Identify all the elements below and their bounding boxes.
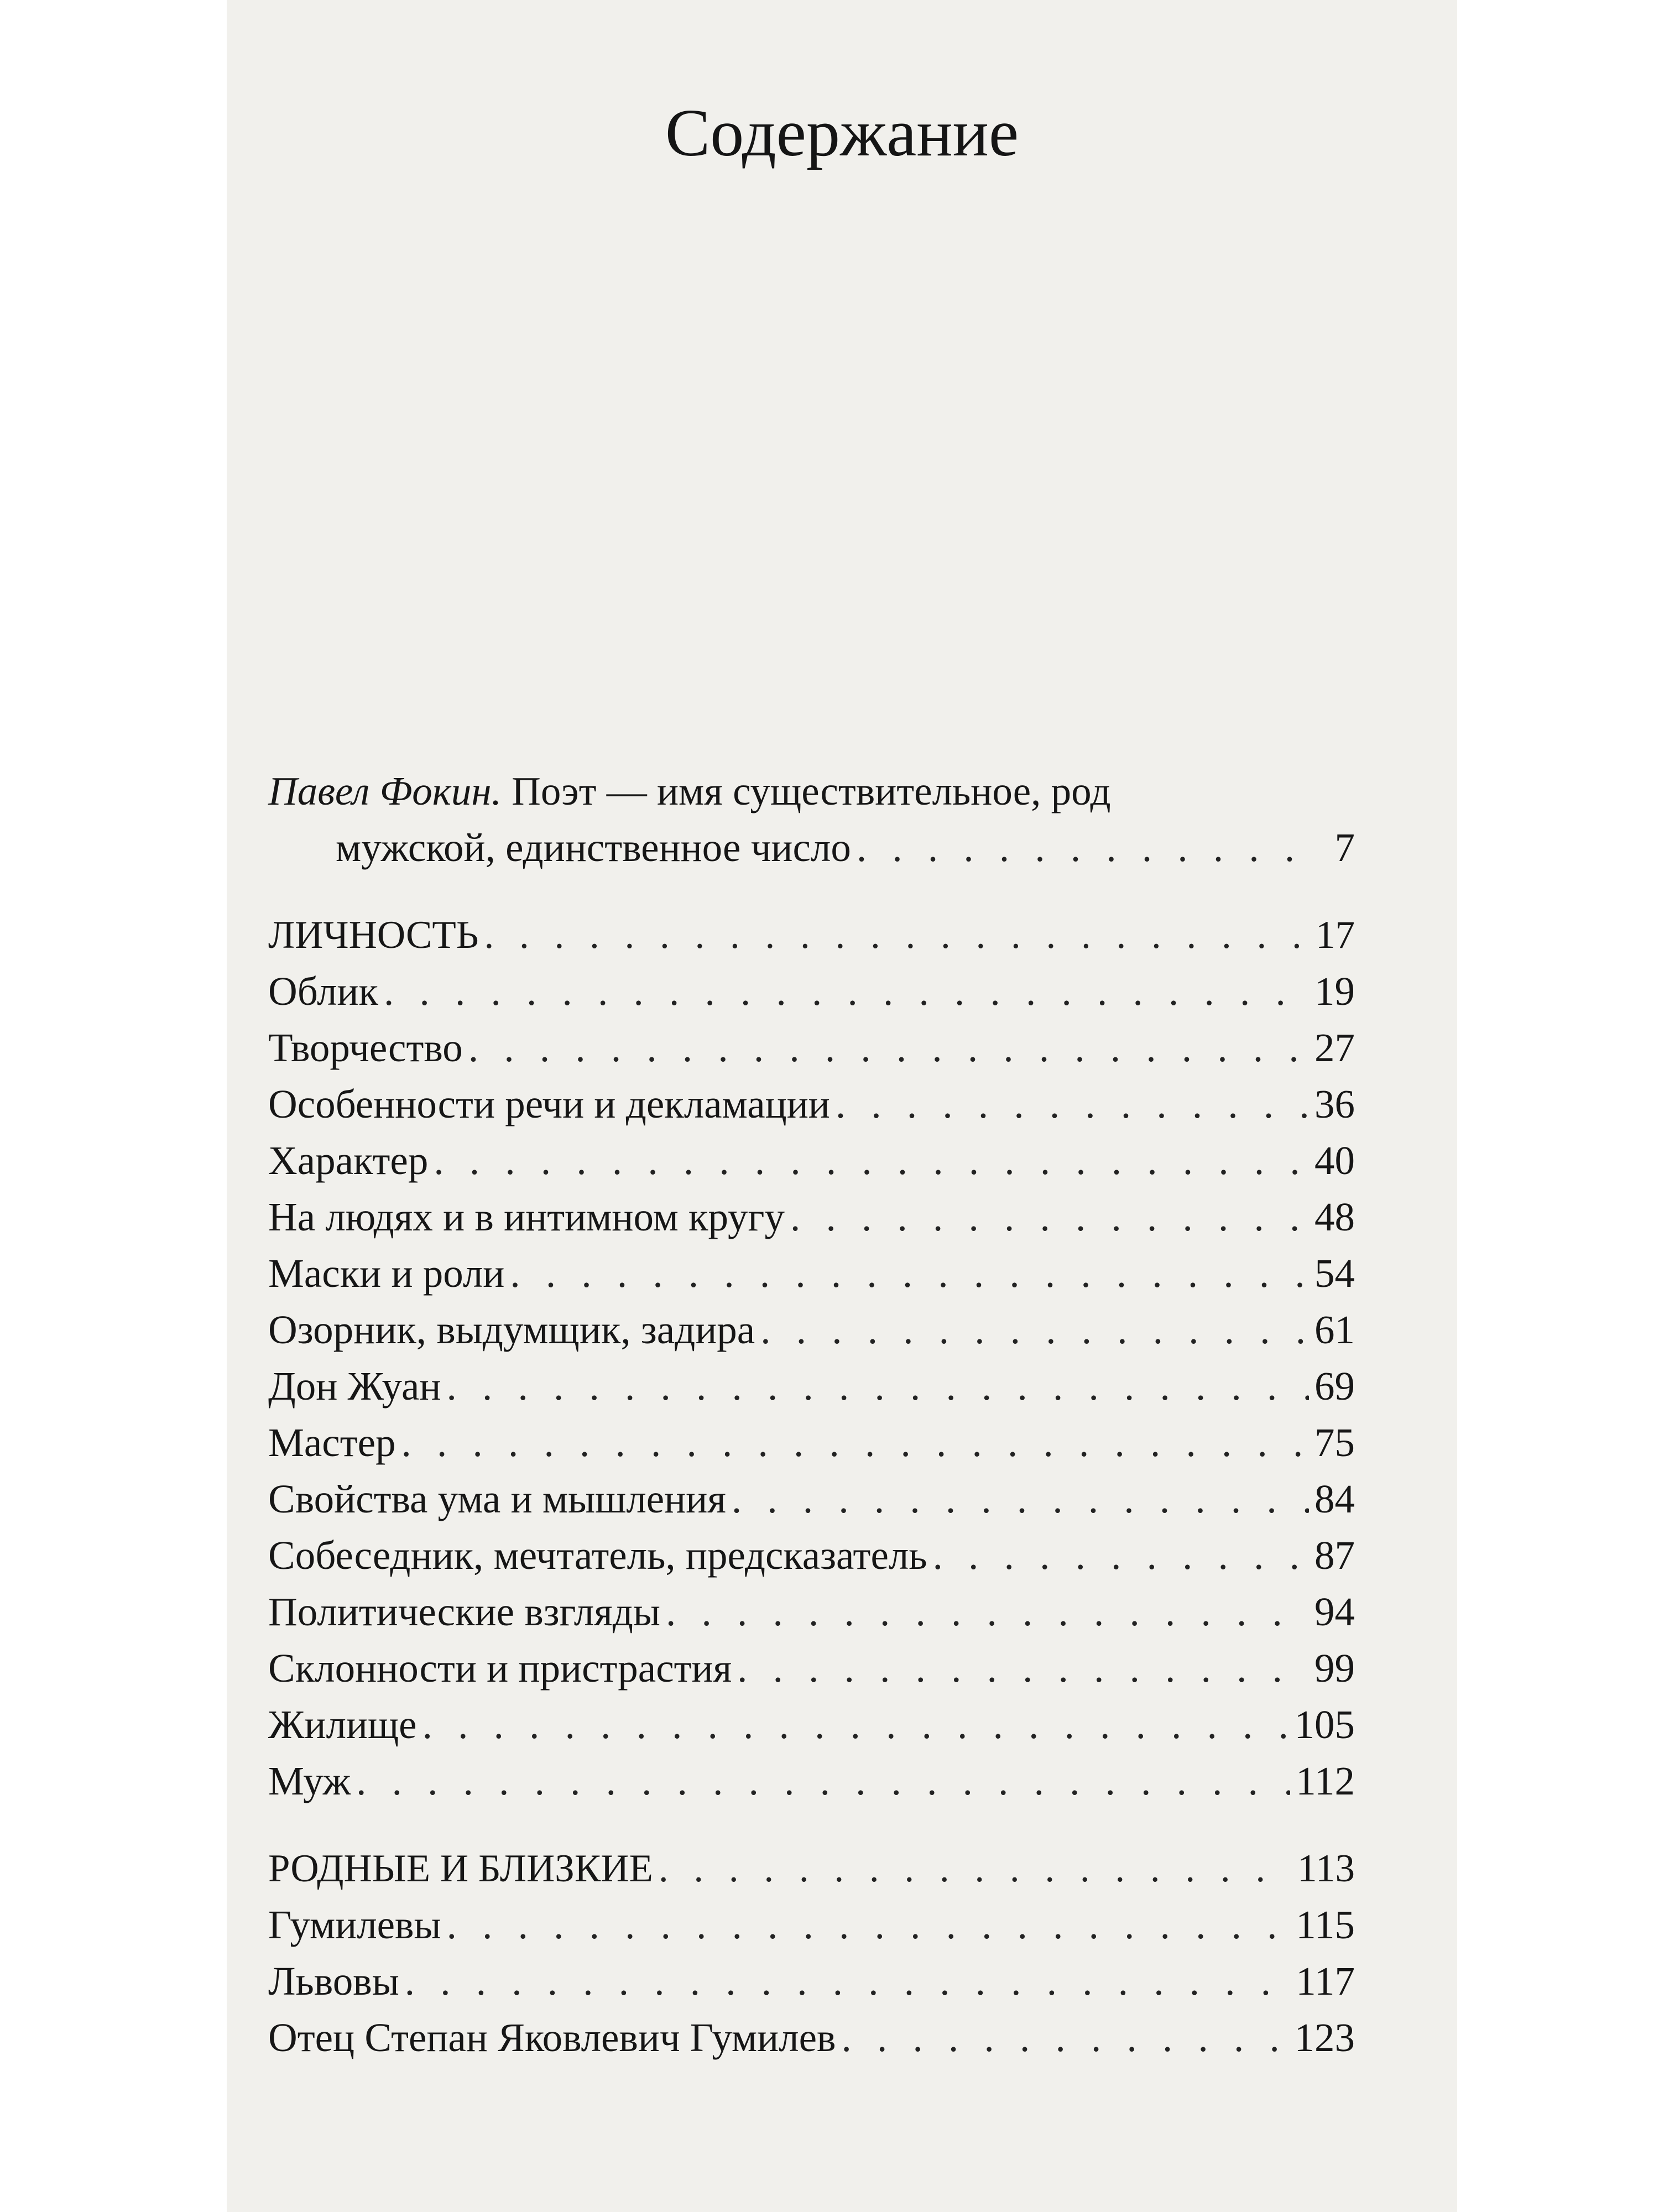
foreword-page: 7: [1334, 825, 1355, 870]
toc-entry: Особенности речи и декламации . . . 36: [268, 1076, 1355, 1133]
dot-leader: [857, 820, 1316, 876]
toc-entry: Склонности и пристрастия . . . 99: [268, 1640, 1355, 1697]
toc-entry: Мастер . . . 75: [268, 1415, 1355, 1471]
book-page: [227, 0, 1457, 2212]
toc-entry: Облик . . . 19: [268, 963, 1355, 1020]
page-title: Содержание: [665, 96, 1019, 170]
toc-entry: Творчество . . . 27: [268, 1020, 1355, 1076]
toc-entry: Жилище . . . 105: [268, 1697, 1355, 1753]
toc-entry: Отец Степан Яковлевич Гумилев . . . 123: [268, 2010, 1355, 2066]
table-of-contents: [268, 763, 1355, 2066]
foreword-author: Павел Фокин.: [268, 769, 502, 813]
foreword-line-1: [268, 763, 1355, 820]
toc-entry: Гумилевы . . . 115: [268, 1897, 1355, 1953]
toc-entry: Львовы . . . 117: [268, 1953, 1355, 2010]
toc-entry: Дон Жуан . . . 69: [268, 1358, 1355, 1415]
toc-entry: Собеседник, мечтатель, предсказатель . . . 87: [268, 1527, 1355, 1584]
foreword-line-2: [268, 820, 1355, 876]
foreword-title-part-2: мужской, единственное число: [336, 825, 851, 870]
toc-entry: Свойства ума и мышления . . . 84: [268, 1471, 1355, 1527]
toc-part-heading: ЛИЧНОСТЬ . . . 17: [268, 907, 1355, 963]
toc-entry: Политические взгляды . . . 94: [268, 1584, 1355, 1640]
toc-entry: Маски и роли . . . 54: [268, 1245, 1355, 1302]
toc-part-heading: РОДНЫЕ И БЛИЗКИЕ . . . 113: [268, 1840, 1355, 1897]
foreword-title-part-1: Поэт — имя существительное, род: [512, 769, 1111, 813]
toc-entry: Характер . . . 40: [268, 1133, 1355, 1189]
toc-entry: На людях и в интимном кругу . . . 48: [268, 1189, 1355, 1245]
toc-entry: Муж . . . 112: [268, 1753, 1355, 1809]
toc-entry: Озорник, выдумщик, задира . . . 61: [268, 1302, 1355, 1358]
